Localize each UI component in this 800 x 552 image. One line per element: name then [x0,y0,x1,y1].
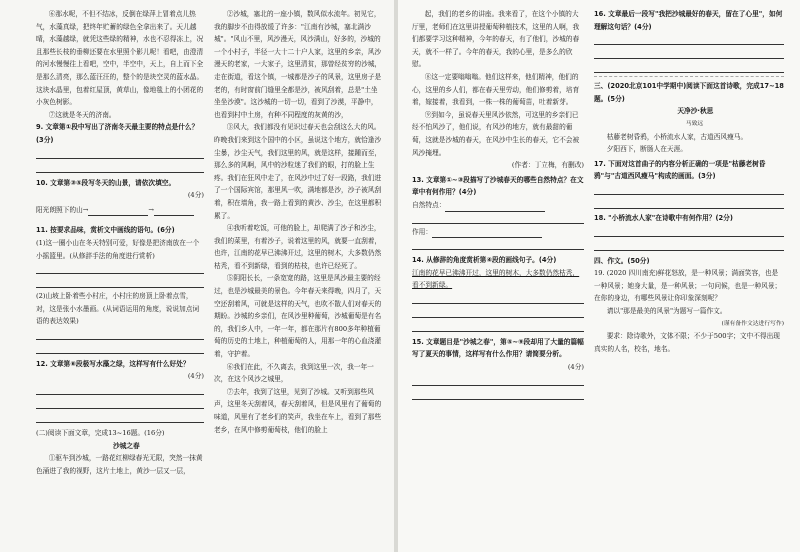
question-18: 18. "小桥流水人家"在诗歌中有何作用？(2分) [594,213,733,222]
question-11-1: (1)这一圈小山在冬天特别可爱，好像是把济南放在一个小摇篮里。(从修辞手法的角度进行赏析) [36,238,200,260]
question-11: 11. 按要求品味，赏析文中画线的语句。(6分) [36,226,175,235]
question-17: 17. 下面对这首曲子的内容分析正确的一项是"枯藤老树昏鸦"与"古道西风瘦马"构成的画面。(3分) [594,159,766,181]
answer-line[interactable] [412,388,584,400]
essay-note: (谨有备作文达进行写作) [721,320,784,327]
paragraph: ⑥那水呢，不但不结冰，反倒在绿萍上冒着点儿热气，水藻真绿，把终年贮蓄的绿色全拿出来了。天儿越晴，水藻越绿，就凭这些绿的精神，水也不忍得冻上，况且那些长枝的垂柳还要在水里照个影儿呢！看吧，由澄清的河水慢慢往上看吧，空中，半空中，天上，自上而下全是那么清亮，那么蓝汪汪的，整个的是块空灵的蓝水晶。这块水晶里，包着红屋顶，黄草山，像地毯上的小团花的小灰色树影。 [36,10,204,107]
question-9: 9. 文章第①段中写出了济南冬天最主要的特点是什么？(3分) [36,123,199,144]
question-10: 10. 文章第③⑤段写冬天的山景，请依次填空。 [36,178,176,187]
answer-line[interactable] [594,197,784,209]
quoted-sentence: 江南的花早已沸沸开过，这里的树木，大多数仍然枯秃，看不到新绿。 [412,268,580,290]
question-11-2: (2)山坡上卧着些小村庄，小村庄的房顶上卧着点雪，对，这是张小水墨画。(从词语运用的角度，说说加点词语的表达效果) [36,292,200,326]
paragraph: ③风大，我们都没有见识过春天也会刮这么大的风。昨晚我们来到这个国中的小区，虽说这个地方，就恰逢沙尘暴，沙尘天气，我们这里的风，就是这样，接踵而至，那么多的风啊，风中的沙粒迷了我们的眼，打的脸上生疼。我们在狂风中走了，在风沙中过了好一段路，我们进了一个国际宾馆，那里风一吹，满地都是沙，沙子被风刮着，积在墙角，我一路上看到的黄沙、沙尘，在这里都积累了。 [214,123,382,220]
answer-line[interactable] [432,229,542,238]
paragraph: ①驱车到沙城，一路花红柳绿春光无限，突然一抹黄色涌进了我的视野，这片土地上，黄沙一层又一层， [36,454,203,475]
answer-line[interactable] [412,320,584,332]
section-heading: 四、作文。(50分) [594,256,650,265]
question-13: 13. 文章第①~③段描写了沙城春天的哪些自然特点？在文章中有何作用？(4分) [412,175,584,197]
question-points: (4分) [187,191,204,200]
question-14: 14. 从修辞的角度赏析第④段的画线句子。(4分) [412,256,557,265]
answer-line[interactable] [412,212,584,224]
answer-label: 作用： [412,226,584,239]
poem-author: 马致远 [685,120,704,127]
answer-line[interactable] [594,225,784,237]
question-16: 16. 文章最后一段写"我把沙城最好的春天，留在了心里"，如何理解这句话？(4分) [594,10,783,31]
question-10-fill: 阳光朗照下的山→ → [36,204,204,217]
essay-requirements: 要求：除诗歌外，文体不限；不少于500字；文中不得出现真实的人名，校名，地名。 [594,332,780,353]
answer-line[interactable] [36,342,204,354]
answer-line[interactable] [36,276,204,288]
left-column-2 [214,8,384,436]
answer-line[interactable] [36,411,204,423]
section-heading: 三、(2020北京101中学期中)阅读下面这首诗歌，完成17~18题。(5分) [594,82,784,103]
article-title: 沙城之春 [112,441,140,450]
paragraph: ⑥我们在此，不久离去，我到这里一次，我一年一次，在这个风沙之城里， [214,362,374,384]
paragraph: ⑨到如今，虽说春天里风沙依然，可这里的乡亲们已经不怕风沙了，他们说，有风沙的地方，就有最甜的葡萄，这就是沙城的春天，在风沙中生长的春天，它不会被风沙掩埋。 [412,110,580,157]
section-heading: (二)阅读下面文章，完成13~16题。(16分) [36,429,165,438]
answer-line[interactable] [412,306,584,318]
answer-line[interactable] [594,183,784,195]
question-points: (4分) [187,372,204,381]
paragraph: ⑤阴阳长长，一条宽宽的路，这里是风沙最主要的经过，也是沙城最美的景色。今年春天来得晚，四月了，天空还刮着风，可就是这样的天气，也吹不散人们对春天的期盼。沙城的乡亲们，在风沙里种葡萄，沙城葡萄是有名的，我们乡人中，一年一年，都在那片有800多年种植葡萄的历史的土地上，种植葡萄的人，用那一年的心血浇灌着，守护着。 [214,274,382,359]
divider [594,76,784,77]
answer-line[interactable] [594,47,784,59]
paragraph: ⑦这就是冬天的济南。 [48,110,116,119]
right-column-2 [594,8,784,355]
answer-line[interactable] [594,61,784,73]
answer-line[interactable] [412,374,584,386]
answer-label: 自然特点： [412,199,584,212]
question-points: (4分) [567,363,584,372]
answer-line[interactable] [36,328,204,340]
poem-line: 夕阳西下，断肠人在天涯。 [606,145,687,154]
question-15: 15. 文章题目是"沙城之春"，第⑤~⑨段却用了大量的篇幅写了夏天的事情，这样写有什么作用？请简要分析。 [412,337,584,359]
answer-line[interactable] [594,33,784,45]
answer-line[interactable] [36,383,204,395]
answer-line[interactable] [36,161,204,173]
answer-line[interactable] [36,262,204,274]
answer-line[interactable] [594,239,784,251]
answer-line[interactable] [412,238,584,250]
answer-line[interactable] [36,397,204,409]
answer-line[interactable] [412,292,584,304]
poem-title: 天净沙·秋思 [677,107,714,116]
essay-prompt: 请以"那是最美的风景"为题写一篇作文。 [606,306,727,315]
source-note: (作者：丁立梅，有删改) [511,161,584,170]
fill-blank[interactable] [88,207,148,216]
paragraph: ⑧这一定要嗡嗡嗡。他们这样来，他们精神，他们的心，这里的乡人们，都在春天里劳动，他们修剪着，培育着，嫁接着，我看到，一株一株的葡萄苗，吐着新芽。 [412,72,580,107]
poem-line: 枯藤老树昏鸦，小桥流水人家，古道西风瘦马。 [606,132,748,141]
question-12: 12. 文章第⑥段极写水藻之绿，这样写有什么好处？ [36,359,190,368]
paragraph: ⑦去年，我到了这里，见到了沙城。又听到那些风声，这里冬天刮着风，春天刮着风，但是风里有了葡萄的味道，风里有了老乡们的笑声，我坐在车上，看到了那些老乡，在风中修剪葡萄枝，他们的脸上 [214,387,382,434]
right-column-1 [412,8,584,402]
left-column-1 [36,8,204,477]
answer-line[interactable] [36,147,204,159]
question-19: 19. (2020 四川南充)鲜花怒放，是一种风景；满面笑容，也是一种风景；她身大量，是一种风景；一句问候，也是一种风景；在你的身边，有哪些风景让你印象深刻呢？ [594,269,782,303]
paragraph: ②沙城，塞北的一座小镇，数风似水流年。初见它，我的脚步不由得放缓了许多："江南有沙城，塞北满沙城"。"风山不里，风沙漫天，风沙满山，好多的，沙城的一个小村子，半径一大十二十户人家，这里的乡亲，风沙漫天的老家，一大家子，这里清贫，那曾经贫穷的沙城，走在街道，看这个镇，一城都是沙子的风景，这里房子是老的，有时窗前门缝里全都是沙，被风刮着，总是"土坐坐坐沙漠"。这沙城的一切一切，看到了沙漠，平静中，也看到村中土房，有种不同程度的灰黄的沙， [214,10,382,119]
fill-blank[interactable] [154,207,194,216]
paragraph: 起，我们的老乡的讲座。我来看了，在这个小镇的大厅里，老师们在这里讲授葡萄种植技术，这里的人啊，我们都要学习这种精神，今年的春天，有了他们，沙城的春天，就不一样了。今年的春天，我的心里，是多么的欣慰。 [412,10,580,69]
paragraph: ④我听着吃饭，可他的脸上，却爬满了沙子和沙尘，我们的菜里，有着沙子，说着这里的风，就要一直刮着，也许，江南的花早已沸沸开过，这里的树木，大多数仍然枯秃，看不到新绿，看到的枯枝，也许已经死了。 [214,224,382,270]
answer-line[interactable] [445,203,545,212]
